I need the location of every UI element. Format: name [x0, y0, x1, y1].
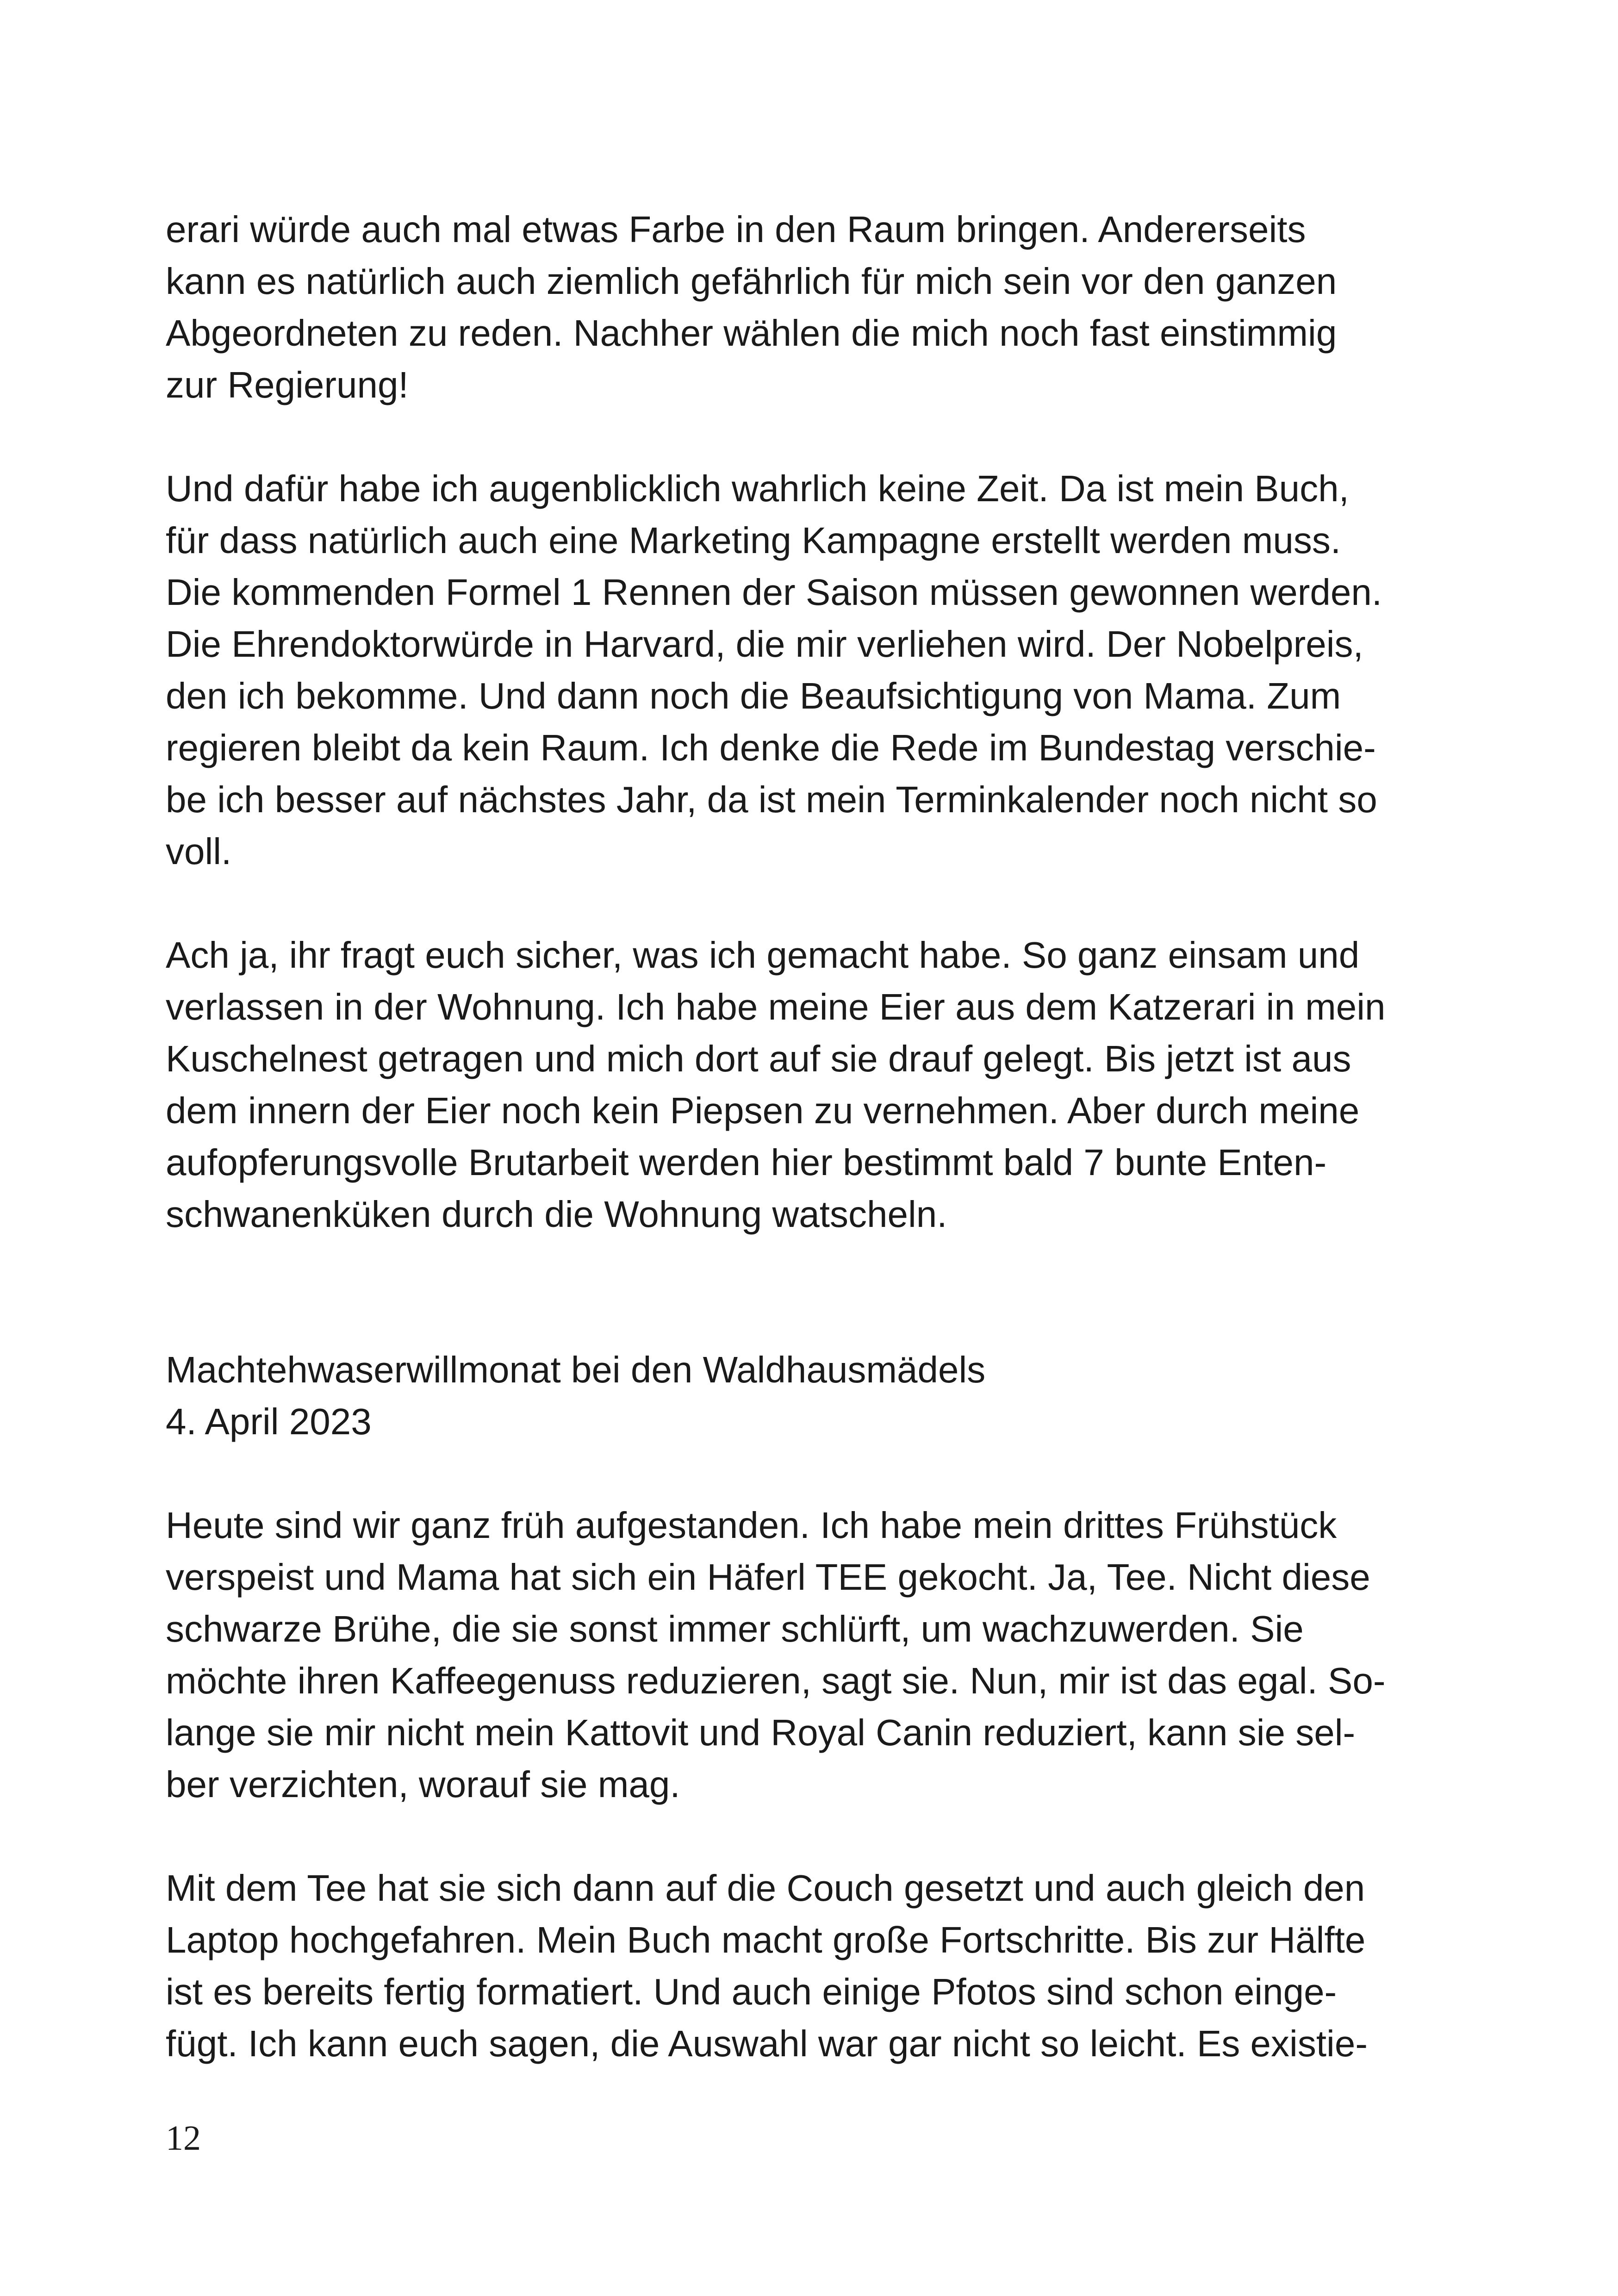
text-line: Heute sind wir ganz früh aufgestanden. Ich habe mein drittes Frühstück — [166, 1505, 1337, 1546]
text-line: Laptop hochgefahren. Mein Buch macht große Fortschritte. Bis zur Hälfte — [166, 1919, 1366, 1960]
text-line: Kuschelnest getragen und mich dort auf sie drauf gelegt. Bis jetzt ist aus — [166, 1038, 1351, 1079]
paragraph — [166, 204, 1452, 411]
text-line: dem innern der Eier noch kein Piepsen zu vernehmen. Aber durch meine — [166, 1090, 1360, 1131]
text-line: Die kommenden Formel 1 Rennen der Saison müssen gewonnen werden. — [166, 572, 1382, 613]
text-line: ber verzichten, worauf sie mag. — [166, 1764, 680, 1805]
text-line: für dass natürlich auch eine Marketing Kampagne erstellt werden muss. — [166, 520, 1341, 561]
text-line: schwarze Brühe, die sie sonst immer schlürft, um wachzuwerden. Sie — [166, 1608, 1304, 1649]
text-line: zur Regierung! — [166, 364, 409, 405]
entry-heading — [166, 1344, 1452, 1448]
paragraph — [166, 1862, 1452, 2070]
text-line: möchte ihren Kaffeegenuss reduzieren, sagt sie. Nun, mir ist das egal. So- — [166, 1660, 1386, 1701]
text-line: lange sie mir nicht mein Kattovit und Royal Canin reduziert, kann sie sel- — [166, 1712, 1356, 1753]
text-line: voll. — [166, 831, 232, 872]
text-line: schwanenküken durch die Wohnung watscheln. — [166, 1194, 947, 1235]
text-line: ist es bereits fertig formatiert. Und auch einige Pfotos sind schon einge- — [166, 1971, 1337, 2012]
paragraph — [166, 463, 1452, 877]
paragraph — [166, 1500, 1452, 1811]
text-line: be ich besser auf nächstes Jahr, da ist mein Terminkalender noch nicht so — [166, 779, 1377, 820]
text-line: regieren bleibt da kein Raum. Ich denke die Rede im Bundestag verschie- — [166, 727, 1376, 768]
text-line: Die Ehrendoktorwürde in Harvard, die mir verliehen wird. Der Nobelpreis, — [166, 623, 1363, 665]
text-line: kann es natürlich auch ziemlich gefährlich für mich sein vor den ganzen — [166, 261, 1337, 302]
text-line: den ich bekomme. Und dann noch die Beaufsichtigung von Mama. Zum — [166, 675, 1341, 716]
text-line: Ach ja, ihr fragt euch sicher, was ich gemacht habe. So ganz einsam und — [166, 934, 1360, 976]
text-line: Abgeordneten zu reden. Nachher wählen die mich noch fast einstimmig — [166, 312, 1337, 354]
text-line: Mit dem Tee hat sie sich dann auf die Couch gesetzt und auch gleich den — [166, 1867, 1365, 1909]
text-line: aufopferungsvolle Brutarbeit werden hier bestimmt bald 7 bunte Enten- — [166, 1142, 1327, 1183]
entry-date: 4. April 2023 — [166, 1401, 372, 1442]
entry-title: Machtehwaserwillmonat bei den Waldhausmädels — [166, 1349, 986, 1390]
text-line: verspeist und Mama hat sich ein Häferl TEE gekocht. Ja, Tee. Nicht diese — [166, 1556, 1370, 1598]
page-number: 12 — [166, 2119, 201, 2158]
paragraph — [166, 929, 1452, 1240]
text-line: verlassen in der Wohnung. Ich habe meine Eier aus dem Katzerari in mein — [166, 986, 1386, 1027]
page-body — [166, 204, 1452, 2070]
text-line: erari würde auch mal etwas Farbe in den Raum bringen. Andererseits — [166, 209, 1306, 250]
text-line: fügt. Ich kann euch sagen, die Auswahl war gar nicht so leicht. Es existie- — [166, 2023, 1368, 2064]
text-line: Und dafür habe ich augenblicklich wahrlich keine Zeit. Da ist mein Buch, — [166, 468, 1349, 509]
